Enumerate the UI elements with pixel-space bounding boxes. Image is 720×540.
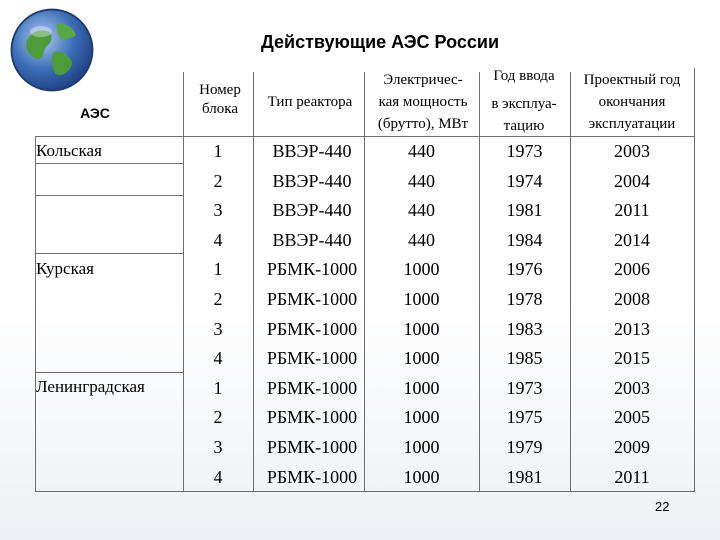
cell-power: 440: [408, 200, 435, 220]
header-power-line2: кая мощность: [378, 94, 468, 110]
cell-end: 2015: [614, 348, 650, 368]
cell-power: 440: [408, 171, 435, 191]
header-unit-line1: Номер: [199, 82, 241, 98]
cell-type: РБМК-1000: [266, 378, 358, 398]
column-divider: [183, 72, 184, 492]
cell-unit: 4: [213, 348, 223, 368]
cell-start: 1973: [506, 378, 543, 398]
header-end-line2: окончания: [598, 94, 666, 110]
cell-power: 1000: [403, 289, 440, 309]
cell-type: РБМК-1000: [266, 467, 358, 487]
station-divider: [35, 163, 183, 164]
table-border-left: [35, 136, 36, 492]
header-year-line2: в эксплуа-: [491, 96, 557, 112]
cell-end: 2014: [614, 230, 650, 250]
cell-start: 1979: [506, 437, 543, 457]
cell-unit: 1: [213, 259, 223, 279]
table-border-top: [35, 136, 695, 137]
header-power-line1: Электричес-: [383, 72, 463, 88]
cell-unit: 4: [213, 230, 223, 250]
header-end-line1: Проектный год: [583, 72, 681, 88]
header-year-line3: тацию: [503, 118, 545, 134]
cell-start: 1973: [506, 141, 543, 161]
cell-type: РБМК-1000: [266, 319, 358, 339]
table-border-bottom: [35, 491, 695, 492]
slide-number: 22: [655, 499, 670, 514]
column-divider: [253, 72, 254, 492]
cell-start: 1974: [506, 171, 543, 191]
cell-type: РБМК-1000: [266, 437, 358, 457]
cell-start: 1978: [506, 289, 543, 309]
table-border-right: [694, 68, 695, 492]
cell-type: ВВЭР-440: [272, 141, 352, 161]
cell-power: 1000: [403, 259, 440, 279]
cell-start: 1984: [506, 230, 543, 250]
cell-unit: 3: [213, 437, 223, 457]
station-divider: [35, 195, 183, 196]
cell-start: 1981: [506, 467, 543, 487]
station-divider: [35, 253, 183, 254]
cell-type: РБМК-1000: [266, 407, 358, 427]
cell-end: 2003: [614, 378, 650, 398]
station-name: Кольская: [36, 141, 102, 160]
cell-end: 2003: [614, 141, 650, 161]
cell-end: 2013: [614, 319, 650, 339]
cell-start: 1975: [506, 407, 543, 427]
header-station: АЭС: [80, 105, 110, 121]
header-reactor-type: Тип реактора: [267, 94, 353, 110]
cell-unit: 3: [213, 319, 223, 339]
column-divider: [479, 72, 480, 492]
cell-unit: 1: [213, 378, 223, 398]
cell-unit: 2: [213, 407, 223, 427]
header-end-line3: эксплуатации: [588, 116, 676, 132]
cell-start: 1983: [506, 319, 543, 339]
page-title: Действующие АЭС России: [260, 32, 500, 52]
cell-end: 2009: [614, 437, 650, 457]
cell-start: 1985: [506, 348, 543, 368]
cell-power: 1000: [403, 348, 440, 368]
column-divider: [570, 72, 571, 492]
cell-end: 2005: [614, 407, 650, 427]
cell-power: 1000: [403, 319, 440, 339]
cell-power: 440: [408, 230, 435, 250]
cell-end: 2011: [614, 467, 650, 487]
cell-type: РБМК-1000: [266, 289, 358, 309]
column-divider: [364, 72, 365, 492]
header-year-line1: Год ввода: [493, 68, 555, 84]
globe-icon: [6, 4, 98, 96]
header-unit-line2: блока: [202, 101, 238, 117]
cell-end: 2004: [614, 171, 650, 191]
cell-unit: 2: [213, 289, 223, 309]
cell-type: ВВЭР-440: [272, 230, 352, 250]
cell-power: 1000: [403, 378, 440, 398]
cell-unit: 1: [213, 141, 223, 161]
cell-end: 2006: [614, 259, 650, 279]
cell-end: 2011: [614, 200, 650, 220]
cell-power: 1000: [403, 407, 440, 427]
station-name: Ленинградская: [36, 377, 145, 396]
cell-type: РБМК-1000: [266, 259, 358, 279]
cell-unit: 4: [213, 467, 223, 487]
cell-type: РБМК-1000: [266, 348, 358, 368]
cell-start: 1976: [506, 259, 543, 279]
cell-start: 1981: [506, 200, 543, 220]
cell-power: 440: [408, 141, 435, 161]
cell-unit: 2: [213, 171, 223, 191]
cell-power: 1000: [403, 437, 440, 457]
cell-unit: 3: [213, 200, 223, 220]
cell-type: ВВЭР-440: [272, 171, 352, 191]
cell-power: 1000: [403, 467, 440, 487]
cell-type: ВВЭР-440: [272, 200, 352, 220]
station-divider: [35, 372, 183, 373]
header-power-line3: (брутто), МВт: [377, 116, 469, 132]
station-name: Курская: [36, 259, 94, 278]
cell-end: 2008: [614, 289, 650, 309]
